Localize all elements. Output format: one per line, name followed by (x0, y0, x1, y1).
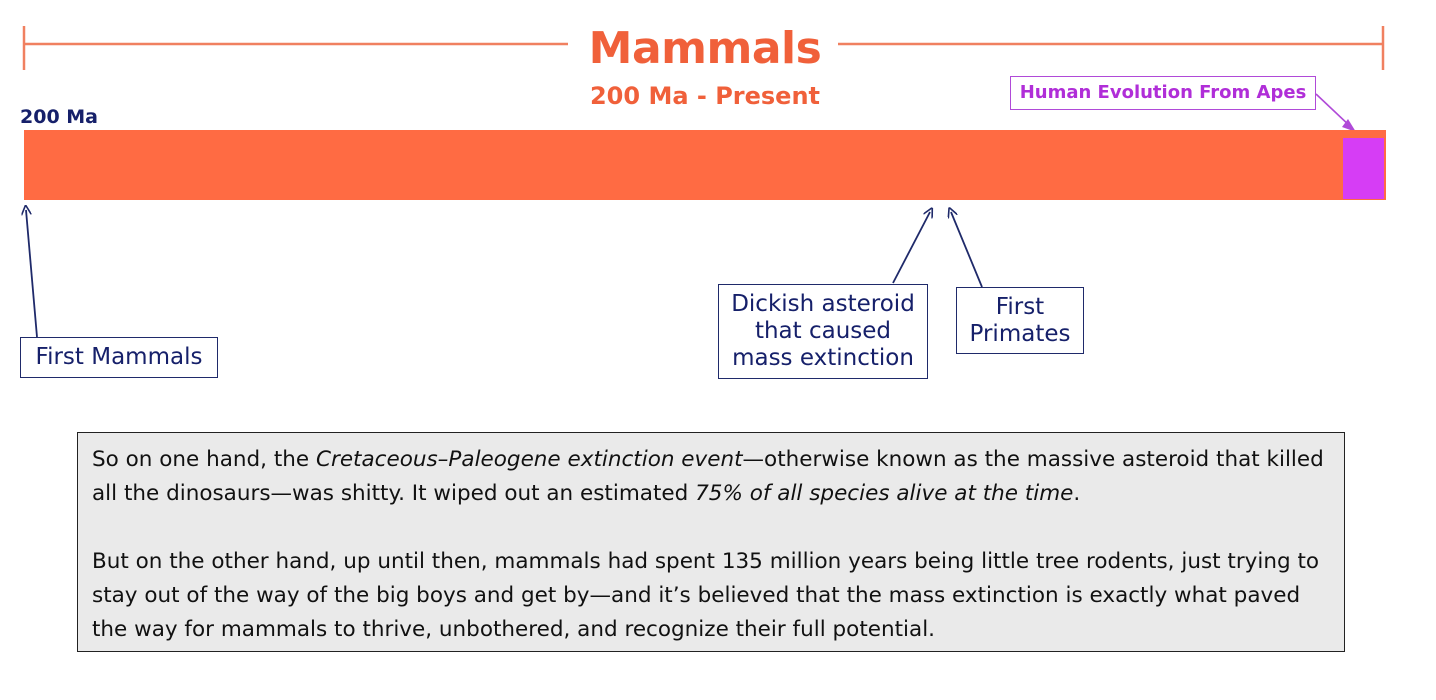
caption-emphasis: 75% of all species alive at the time (695, 481, 1074, 506)
asteroid-callout (718, 284, 928, 379)
asteroid-callout-line: mass extinction (732, 345, 914, 371)
timeline-start-label: 200 Ma (20, 106, 99, 128)
asteroid-callout-line: that caused (754, 318, 892, 344)
page-subtitle: 200 Ma - Present (589, 82, 821, 110)
caption-text: —otherwise known as the massive asteroid that killed all the dinosaurs—was shitty. It wiped out an estimated (92, 447, 1324, 506)
asteroid-callout-line: Dickish asteroid (731, 291, 915, 317)
mammals-timeline-bar (24, 130, 1386, 200)
human-evolution-arrow (1316, 94, 1356, 132)
caption-text: So on one hand, the (92, 447, 316, 472)
human-evolution-segment (1343, 138, 1384, 199)
caption-paragraph-2: But on the other hand, up until then, mammals had spent 135 million years being little tree rodents, just trying to stay out of the way of the big boys and get by—and it’s believed that the mass extinction is exactly what paved the way for mammals to thrive, unbothered, and recognize their full potential. (92, 549, 1320, 642)
human-evolution-label: Human Evolution From Apes (1010, 76, 1316, 110)
first-mammals-arrow (26, 210, 37, 337)
caption-text: . (1073, 481, 1081, 506)
primates-callout-line: First (995, 294, 1045, 320)
primates-callout-line: Primates (969, 321, 1071, 347)
first-mammals-callout: First Mammals (20, 337, 218, 378)
asteroid-arrow (893, 212, 930, 283)
page-title: Mammals (588, 23, 822, 74)
primates-arrow (951, 212, 982, 287)
caption-paragraph-1 (92, 443, 1330, 511)
first-primates-callout (956, 287, 1084, 354)
caption-emphasis: Cretaceous–Paleogene extinction event (315, 447, 743, 472)
caption-box (77, 432, 1345, 652)
